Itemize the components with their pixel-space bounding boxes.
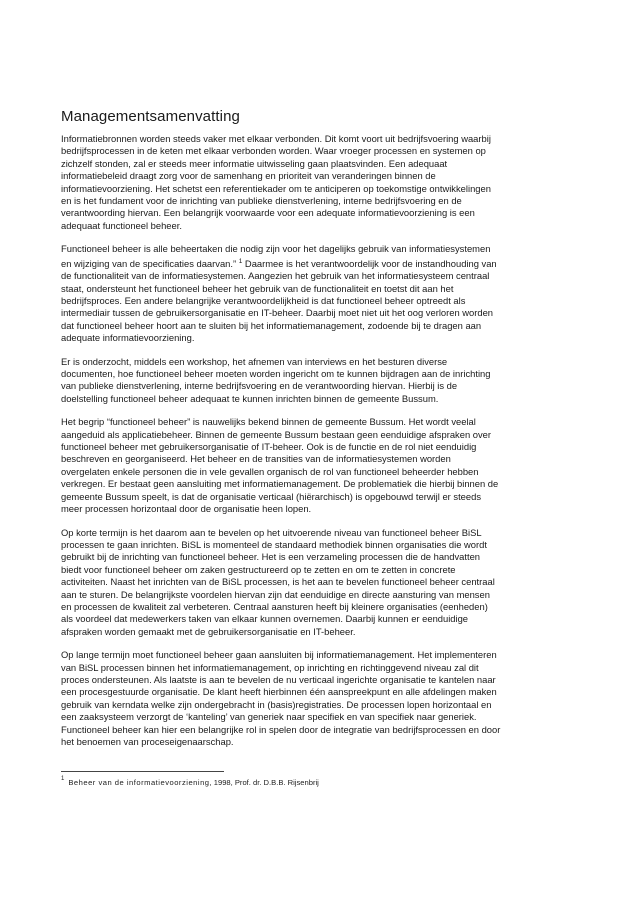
paragraph-situation: Het begrip “functioneel beheer” is nauwelijks bekend binnen de gemeente Bussum. Het wordt veelal aangeduid als applicatiebeheer. Binnen de gemeente Bussum bestaan geen eenduidige afspraken over functioneel beheer met gebruikersorganisatie of IT-beheer. Ook is de functie en de rol niet eenduidig beschreven en georganiseerd. Het beheer en de transities van de informatiesystemen worden overgelaten enkele personen die in vele gevallen organisch de rol van functioneel beheerder hebben verkregen. Er bestaat geen aansluiting met informatiemanagement. De problematiek die hierbij binnen de gemeente Bussum speelt, is dat de organisatie verticaal (hiërarchisch) is opgebouwd terwijl er steeds meer processen horizontaal door de organisatie heen lopen. (61, 416, 499, 515)
footnote-reference: 1 (238, 257, 243, 265)
page-title: Managementsamenvatting (61, 108, 240, 125)
footnote-divider (61, 771, 224, 772)
document-page (61, 108, 571, 759)
paragraph-long-term: Op lange termijn moet functioneel beheer gaan aansluiten bij informatiemanagement. Het implementeren van BiSL processen binnen het informatiemanagement, op inrichting en richtinggevend niveau zal dit proces ondersteunen. Als laatste is aan te bevelen de nu verticaal ingerichte organisatie te kantelen naar een procesgestuurde organisatie. De klant heeft hierbinnen één aanspreekpunt en alle afdelingen maken gebruik van kerndata welke zijn ondergebracht in (basis)registraties. De processen lopen horizontaal en een zaaksysteem verzorgt de ‘kanteling’ van generiek naar specifiek en van specifiek naar generiek. Functioneel beheer kan hier een belangrijke rol in spelen door de integratie van bedrijfsprocessen en door het benoemen van proceseigenaarschap. (61, 649, 501, 747)
footnote-details: , 1998, Prof. dr. D.B.B. Rijsenbrij (209, 778, 319, 787)
paragraph-definition (61, 243, 571, 344)
paragraph-short-term: Op korte termijn is het daarom aan te bevelen op het uitvoerende niveau van functioneel beheer BiSL processen te gaan inrichten. BiSL is momenteel de standaard methodiek binnen organisaties die wordt gebruikt bij de inrichting van functioneel beheer. Het is een verzameling processen die de handvatten biedt voor functioneel beheer om zaken gestructureerd op te zetten en om te zetten in concrete activiteiten. Naast het inrichten van de BiSL processen, is het aan te bevelen functioneel beheer centraal aan te sturen. De belangrijkste voordelen hiervan zijn dat eenduidige en directe aansturing van mensen en processen de kwaliteit zal verbeteren. Centraal aansturen heeft bij kleinere organisaties (eenheden) als voordeel dat medewerkers taken van elkaar kunnen overnemen. Daarbij kunnen er eenduidige afspraken worden gemaakt met de gebruikersorganisatie en IT-beheer. (61, 526, 495, 637)
footnote-marker: 1 (61, 776, 65, 782)
paragraph-definition-text-a: Functioneel beheer is alle beheertaken die nodig zijn voor het dagelijks gebruik van informatiesystemen en wijziging van de specificaties daarvan.” (61, 243, 491, 269)
footnote (61, 776, 571, 787)
paragraph-definition-text-b: Daarmee is het verantwoordelijk voor de instandhouding van de functionaliteit van de informatiesystemen. Aangezien het gebruik van het informatiesysteem centraal staat, ondersteunt het functioneel beheer het gebruik van de functionaliteit en toetst dit aan het bedrijfsproces. Een andere belangrijke verantwoordelijkheid is dat functioneel beheer optreedt als intermediair tussen de gebruikersorganisatie en IT-beheer. Daarbij moet niet uit het oog verloren worden dat functioneel beheer hoort aan te sluiten bij het informatiemanagement, zodoende bij te dragen aan adequate informatievoorziening. (61, 257, 497, 344)
paragraph-research: Er is onderzocht, middels een workshop, het afnemen van interviews en het besturen diverse documenten, hoe functioneel beheer moeten worden ingericht om te kunnen bijdragen aan de inrichting van publieke dienstverlening, interne bedrijfsvoering en de verantwoording hiervan. Hierbij is de doelstelling functioneel beheer adequaat te kunnen inrichten binnen de gemeente Bussum. (61, 355, 491, 404)
paragraph-intro: Informatiebronnen worden steeds vaker met elkaar verbonden. Dit komt voort uit bedrijfsvoering waarbij bedrijfsprocessen in de keten met elkaar verbonden worden. Waar vroeger processen en systemen op zichzelf stonden, zal er steeds meer informatie uitwisseling gaan plaatsvinden. Een adequaat informatiebeleid draagt zorg voor de samenhang en prioriteit van veranderingen binnen de informatievoorziening. Het schetst een referentiekader om te anticiperen op toekomstige ontwikkelingen en is het fundament voor de inrichting van publieke dienstverlening, interne bedrijfsvoering en de verantwoording hiervan. Een belangrijk voorwaarde voor een adequate informatievoorziening is een adequaat functioneel beheer. (61, 133, 491, 231)
footnote-book-title: Beheer van de informatievoorziening (68, 778, 210, 787)
